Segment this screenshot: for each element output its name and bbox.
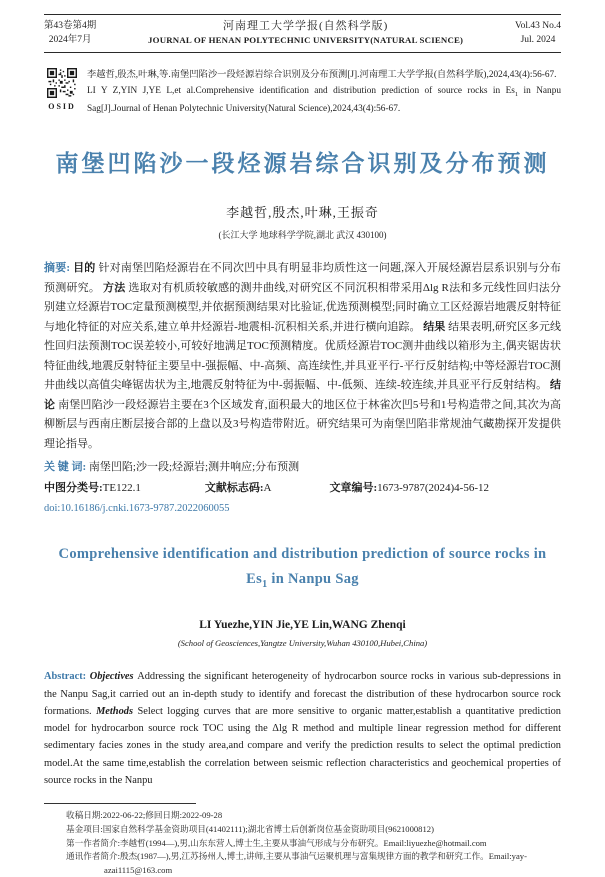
osid-qr-block bbox=[44, 68, 80, 115]
footnotes bbox=[44, 809, 561, 877]
keywords-text: 南堡凹陷;沙一段;烃源岩;测井响应;分布预测 bbox=[88, 461, 300, 474]
affiliation-en: (School of Geosciences,Yangtze University,Wuhan 430100,Hubei,China) bbox=[177, 638, 428, 649]
keywords-label: 关 键 词: bbox=[44, 461, 87, 474]
article-id-item bbox=[330, 479, 490, 498]
doi-line bbox=[44, 500, 561, 518]
keywords-line bbox=[44, 458, 561, 477]
abstract-methods-label-en: Methods bbox=[96, 705, 138, 717]
doi-value: 10.16186/j.cnki.1673-9787.2022060055 bbox=[60, 503, 230, 515]
abstract-objectives-label-en: Objectives bbox=[89, 671, 138, 683]
clc-item bbox=[44, 479, 141, 498]
journal-date-en: Jul. 2024 bbox=[520, 35, 556, 45]
clc-value: TE122.1 bbox=[102, 482, 141, 495]
citation-en-subscript: 1 bbox=[514, 90, 519, 98]
doc-code-label: 文献标志码: bbox=[204, 482, 264, 495]
authors-cn: 李越哲,殷杰,叶琳,王振奇 bbox=[226, 205, 379, 221]
abstract-conclusion-label: 结论 bbox=[44, 379, 561, 411]
abstract-method-text: 选取对有机质较敏感的测井曲线,对研究区不同沉积相带采用Δlg R法和多元线性回归法分别建立烃源岩TOC定量预测模型,并依据预测结果对比验证,优选预测模型;同时确立工区烃源岩地震反射特征与地化特征的对应关系,建立单井烃源岩-地震相-沉积相关系,并进行横向追踪。 bbox=[44, 281, 561, 333]
footnote-corresponding-author: 通讯作者简介:殷杰(1987—),男,江苏扬州人,博士,讲师,主要从事油气运聚机理与富集规律方面的教学和研究工作。Email:yay- bbox=[66, 851, 527, 862]
abstract-result-text: 结果表明,研究区多元线性回归法预测TOC误差较小,可较好地满足TOC预测精度。优质烃源岩TOC测井曲线以箱形为主,偶夹锯齿状特征曲线,地震反射特征主要呈中-强振幅、中-高频、高连续性,并具亚平行-平行反射结构;中等烃源岩TOC测井曲线以高值尖峰锯齿状为主,地震反射特征为中-弱振幅、中-低频、连续-较连续,并具亚平行反射结构。 bbox=[44, 320, 562, 392]
abstract-objective-text: 针对南堡凹陷烃源岩在不同次凹中具有明显非均质性这一问题,深入开展烃源岩层系识别与分布预测研究。 bbox=[44, 262, 562, 294]
footnote-first-author: 第一作者简介:李越哲(1994—),男,山东东营人,博士生,主要从事油气形成与分布研究。Email:liyuezhe@hotmail.com bbox=[66, 837, 487, 848]
citation-cn: 李越哲,殷杰,叶琳,等.南堡凹陷沙一段烃源岩综合识别及分布预测[J].河南理工大学学报(自然科学版),2024,43(4):56-67. bbox=[87, 70, 557, 80]
journal-volume-issue-block bbox=[44, 19, 96, 47]
journal-header bbox=[44, 14, 561, 53]
journal-title-cn: 河南理工大学学报(自然科学版) bbox=[222, 20, 389, 32]
footnote-rule bbox=[44, 803, 196, 804]
journal-title-block bbox=[96, 19, 515, 47]
footnote-received: 收稿日期:2022-06-22;修回日期:2022-09-28 bbox=[66, 810, 223, 821]
osid-label: OSID bbox=[48, 102, 76, 111]
journal-title-en: JOURNAL OF HENAN POLYTECHNIC UNIVERSITY(NATURAL SCIENCE) bbox=[148, 35, 464, 45]
journal-volume-en: Vol.43 No.4 bbox=[514, 21, 561, 31]
journal-volume-issue-cn: 第43卷第4期 bbox=[44, 21, 97, 31]
journal-vol-date-block bbox=[515, 19, 561, 47]
footnote-funding: 基金项目:国家自然科学基金资助项目(41402111);湖北省博士后创新岗位基金资助项目(9621000812) bbox=[66, 823, 434, 834]
abstract-method-label: 方法 bbox=[103, 281, 129, 294]
abstract-methods-text-en: Select logging curves that are more sensitive to organic matter,establish a quantitative prediction model for hydrocarbon source rock TOC using the Δlg R method and multiple linear regression method for different sedimentary facies zones in the study area,and compare and verify the prediction results to select the optimal prediction model.At the same time,establish the correlation between seismic reflection characteristics and geochemical properties of source rocks in the Nanpu bbox=[44, 705, 561, 787]
clc-label: 中图分类号: bbox=[44, 482, 103, 495]
doc-code-value: A bbox=[263, 482, 272, 495]
classification-line bbox=[44, 479, 561, 498]
abstract-label-en: Abstract: bbox=[44, 671, 87, 683]
affiliation-cn: (长江大学 地球科学学院,湖北 武汉 430100) bbox=[218, 230, 387, 241]
title-en-subscript: 1 bbox=[262, 579, 268, 591]
abstract-label-cn: 摘要: bbox=[44, 262, 71, 275]
abstract-en bbox=[44, 668, 561, 789]
osid-qr-code-icon bbox=[47, 68, 77, 98]
article-title-cn: 南堡凹陷沙一段烃源岩综合识别及分布预测 bbox=[55, 151, 550, 177]
journal-date-cn: 2024年7月 bbox=[48, 35, 92, 45]
citation-block bbox=[44, 68, 561, 117]
abstract-objective-label: 目的 bbox=[73, 262, 99, 275]
doc-code-item bbox=[205, 479, 272, 498]
citation-en: LI Y Z,YIN J,YE L,et al.Comprehensive identification and distribution prediction of source rocks in $Es_1$ in Nanpu Sag[J].Journal of Henan Polytechnic University(Natural Science),2024,43(4):56-67. bbox=[87, 85, 561, 114]
article-id-value: 1673-9787(2024)4-56-12 bbox=[377, 482, 489, 495]
footnote-corresponding-author-cont: azai1115@163.com bbox=[104, 864, 173, 875]
authors-en: LI Yuezhe,YIN Jie,YE Lin,WANG Zhenqi bbox=[199, 619, 406, 632]
abstract-conclusion-text: 南堡凹陷沙一段烃源岩主要在3个区域发育,面积最大的地区位于林雀次凹5号和1号构造带之间,其次为高柳断层与西南庄断层接合部的上盘以及3号构造带附近。研究结果可为南堡凹陷非常规油气藏勘探开发提供理论指导。 bbox=[44, 398, 562, 450]
abstract-result-label: 结果 bbox=[423, 320, 449, 333]
abstract-cn bbox=[44, 259, 561, 454]
doi-label: doi: bbox=[44, 503, 61, 515]
abstract-objectives-text-en: Addressing the significant heterogeneity of hydrocarbon source rocks in various sub-depressions in the Nanpu Sag,it carried out an in-depth study to identify and forecast the distribution of these hydrocarbon source rock formations. bbox=[44, 671, 561, 717]
article-title-en: Comprehensive identification and distribution prediction of source rocks in $Es_1$ in Nanpu Sag bbox=[58, 546, 547, 591]
article-id-label: 文章编号: bbox=[329, 482, 378, 495]
